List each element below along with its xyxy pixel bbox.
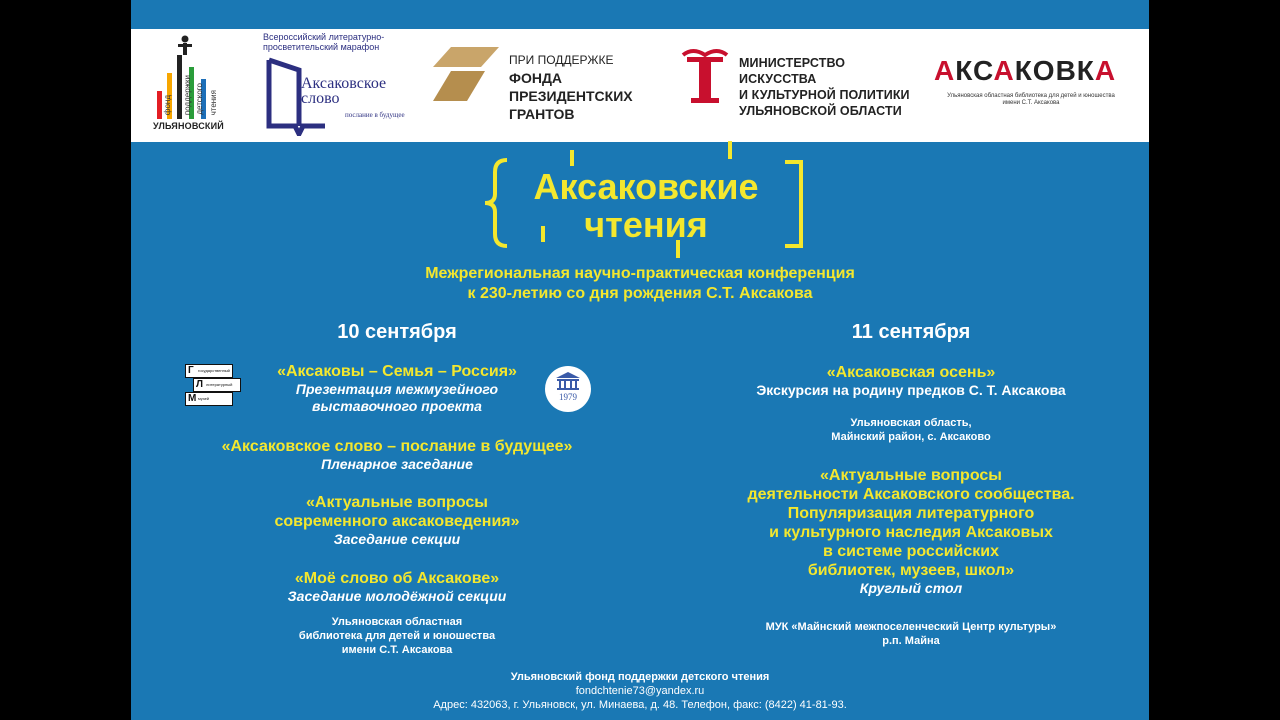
building-icon <box>554 372 582 390</box>
aks-sub-1: Ульяновская областная библиотека для детей и юношества <box>947 93 1115 99</box>
day1-date: 10 сентября <box>337 321 457 343</box>
subtitle-line-2: к 230-летию со дня рождения С.Т. Аксакова <box>467 285 813 302</box>
day1-event-3 <box>217 493 577 548</box>
day2-event2-sub: Круглый стол <box>859 580 963 596</box>
ministry-line-1: МИНИСТЕРСТВО ИСКУССТВА <box>739 56 846 86</box>
aks-letter-a2: А <box>993 55 1015 86</box>
marathon-title <box>301 76 386 106</box>
ministry-logo <box>681 47 921 117</box>
day2-event2-title-1: «Актуальные вопросы <box>820 467 1002 484</box>
museum-letter-m: М <box>188 393 197 404</box>
marathon-caption-2: просветительский марафон <box>263 42 380 52</box>
grants-lines <box>509 69 633 123</box>
fond-city: УЛЬЯНОВСКИЙ <box>153 121 224 131</box>
subtitle-line-1: Межрегиональная научно-практическая конференция <box>425 265 855 282</box>
marathon-subtitle: послание в будущее <box>345 111 405 119</box>
day2-venue-1: МУК «Майнский межпоселенческий Центр культуры» <box>765 621 1057 633</box>
museum-row-3 <box>185 392 233 406</box>
footer-org: Ульяновский фонд поддержки детского чтения <box>510 671 770 683</box>
fond-word-4: чтения <box>209 89 218 115</box>
column-icon <box>681 47 729 107</box>
museum-letter-g: Г <box>188 365 194 376</box>
day1-event-4 <box>217 569 577 605</box>
ministry-line-2: И КУЛЬТУРНОЙ ПОЛИТИКИ <box>739 88 910 102</box>
marathon-title-2: слово <box>301 90 340 107</box>
aksakovka-logo <box>934 51 1134 121</box>
day2-event1-desc: Экскурсия на родину предков С. Т. Аксакова <box>756 382 1066 398</box>
event3-title-1: «Актуальные вопросы <box>306 494 488 511</box>
day2-event2-title-4: и культурного наследия Аксаковых <box>769 524 1053 541</box>
museum-logo <box>185 364 233 406</box>
title-line-1: Аксаковские <box>533 166 759 207</box>
ministry-line-3: УЛЬЯНОВСКОЙ ОБЛАСТИ <box>739 104 902 118</box>
footer <box>131 670 1149 712</box>
event2-sub: Пленарное заседание <box>321 456 473 472</box>
title-line-2: чтения <box>584 204 708 245</box>
museum-word-1: государственный <box>198 368 230 373</box>
day2-place <box>761 416 1061 444</box>
ministry-text <box>739 55 921 119</box>
footer-address: Адрес: 432063, г. Ульяновск, ул. Минаева, д. 48. Телефон, факс: (8422) 41-81-93. <box>433 699 847 711</box>
left-brace-icon <box>481 158 511 248</box>
grants-line-2: ФОНДА <box>509 70 563 86</box>
event3-title-2: современного аксаковедения» <box>274 513 520 530</box>
day2-event2-title-5: в системе российских <box>822 543 1000 560</box>
day2-date: 11 сентября <box>851 321 971 343</box>
day2-event2-title-6: библиотек, музеев, школ» <box>807 562 1015 579</box>
marathon-caption-1: Всероссийский литературно- <box>263 32 385 42</box>
day2-place-1: Ульяновская область, <box>850 417 972 429</box>
day2-event2-title-2: деятельности Аксаковского сообщества. <box>747 486 1075 503</box>
fond-bar-black <box>177 55 182 119</box>
fond-word-1: фонд <box>163 94 172 115</box>
poster <box>131 0 1149 720</box>
event1-sub-2: выставочного проекта <box>312 398 482 414</box>
day1-event-1 <box>237 362 557 415</box>
aks-sub-2: имени С.Т. Аксакова <box>1002 100 1060 106</box>
museum-word-2: литературный <box>206 382 233 387</box>
day1-venue <box>237 615 557 657</box>
aks-letter-a: А <box>934 55 956 86</box>
museum-letter-l: Л <box>196 379 204 390</box>
museum-row-1 <box>185 364 233 378</box>
event1-sub-1: Презентация межмузейного <box>295 381 499 397</box>
day2-venue-2: р.п. Майна <box>882 635 940 647</box>
grants-line-3: ПРЕЗИДЕНТСКИХ <box>509 88 633 104</box>
day2-event2-title-3: Популяризация литературного <box>787 505 1035 522</box>
aksakovka-subtitle <box>936 93 1126 107</box>
main-title <box>511 168 781 244</box>
event1-title: «Аксаковы – Семья – Россия» <box>277 363 517 380</box>
day2-event-1 <box>701 363 1121 399</box>
day1-venue-1: Ульяновская областная <box>331 616 463 628</box>
grants-line-1: ПРИ ПОДДЕРЖКЕ <box>509 53 614 67</box>
footer-email: fondchtenie73@yandex.ru <box>575 685 705 697</box>
fond-word-2: поддержки <box>183 74 192 115</box>
day1-event-2 <box>157 437 637 473</box>
museum-year: 1979 <box>559 392 577 402</box>
aks-letters-kovk: КОВК <box>1014 55 1095 86</box>
day2-event1-title: «Аксаковская осень» <box>826 364 996 381</box>
event3-sub: Заседание секции <box>333 531 461 547</box>
grants-line-4: ГРАНТОВ <box>509 106 575 122</box>
aksakovka-wordmark <box>934 55 1116 87</box>
reader-figure-icon <box>177 35 193 57</box>
title-tick-2 <box>728 141 732 159</box>
title-tick-1 <box>570 150 574 166</box>
day2-venue <box>691 620 1131 648</box>
logo-strip <box>131 29 1149 142</box>
grants-emblem-icon <box>433 47 499 101</box>
marathon-title-1: Аксаковское <box>301 75 387 92</box>
museum-row-2 <box>193 378 241 392</box>
fond-bar-red <box>157 91 162 119</box>
aks-letter-a3: А <box>1094 55 1117 86</box>
right-bracket-icon <box>781 160 805 248</box>
fond-logo <box>153 35 233 137</box>
museum-word-3: музей <box>198 396 210 401</box>
day1-venue-3: имени С.Т. Аксакова <box>341 644 453 656</box>
event4-title: «Моё слово об Аксакове» <box>294 570 500 587</box>
marathon-logo <box>263 32 413 140</box>
day1-venue-2: библиотека для детей и юношества <box>298 630 496 642</box>
grants-logo <box>433 43 663 123</box>
day2-place-2: Майнский район, с. Аксаково <box>831 431 991 443</box>
day2-event-2 <box>691 466 1131 597</box>
event2-title: «Аксаковское слово – послание в будущее» <box>221 438 573 455</box>
fond-word-3: детского <box>195 83 204 115</box>
conference-subtitle <box>131 264 1149 304</box>
aks-letters-ks: КС <box>955 55 994 86</box>
event4-sub: Заседание молодёжной секции <box>287 588 507 604</box>
